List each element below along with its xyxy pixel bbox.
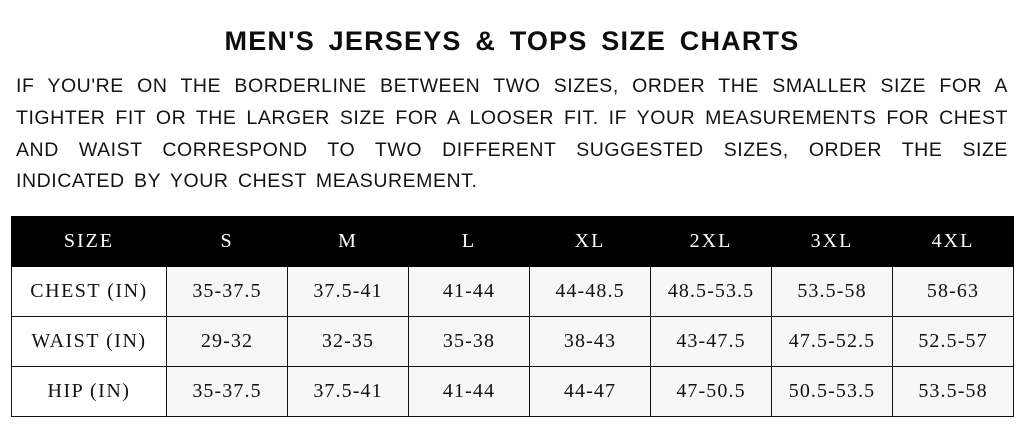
- cell-waist-s: 29-32: [167, 317, 288, 367]
- cell-waist-3xl: 47.5-52.5: [772, 317, 893, 367]
- column-header-size: SIZE: [12, 217, 167, 267]
- cell-hip-2xl: 47-50.5: [651, 367, 772, 417]
- cell-waist-2xl: 43-47.5: [651, 317, 772, 367]
- size-chart-table-wrapper: [11, 216, 1013, 417]
- row-label-hip: HIP (IN): [12, 367, 167, 417]
- cell-waist-xl: 38-43: [530, 317, 651, 367]
- page-title: MEN'S JERSEYS & TOPS SIZE CHARTS: [224, 26, 800, 56]
- intro-paragraph: IF YOU'RE ON THE BORDERLINE BETWEEN TWO SIZES, ORDER THE SMALLER SIZE FOR A TIGHTER FIT OR THE LARGER SIZE FOR A LOOSER FIT. IF YOUR MEASUREMENTS FOR CHEST AND WAIST CORRESPOND TO TWO DIFFERENT SUGGESTED SIZES, ORDER THE SIZE INDICATED BY YOUR CHEST MEASUREMENT.: [16, 75, 1008, 193]
- cell-hip-s: 35-37.5: [167, 367, 288, 417]
- cell-chest-4xl: 58-63: [893, 267, 1014, 317]
- cell-hip-l: 41-44: [409, 367, 530, 417]
- row-label-chest: CHEST (IN): [12, 267, 167, 317]
- cell-chest-m: 37.5-41: [288, 267, 409, 317]
- cell-hip-xl: 44-47: [530, 367, 651, 417]
- column-header-2xl: 2XL: [651, 217, 772, 267]
- cell-chest-xl: 44-48.5: [530, 267, 651, 317]
- row-label-waist: WAIST (IN): [12, 317, 167, 367]
- table-row: [12, 267, 1014, 317]
- cell-waist-4xl: 52.5-57: [893, 317, 1014, 367]
- table-row: [12, 367, 1014, 417]
- column-header-3xl: 3XL: [772, 217, 893, 267]
- cell-hip-m: 37.5-41: [288, 367, 409, 417]
- cell-chest-2xl: 48.5-53.5: [651, 267, 772, 317]
- column-header-m: M: [288, 217, 409, 267]
- size-chart-table: [11, 216, 1014, 417]
- column-header-s: S: [167, 217, 288, 267]
- cell-hip-4xl: 53.5-58: [893, 367, 1014, 417]
- column-header-l: L: [409, 217, 530, 267]
- column-header-4xl: 4XL: [893, 217, 1014, 267]
- cell-chest-l: 41-44: [409, 267, 530, 317]
- cell-waist-m: 32-35: [288, 317, 409, 367]
- cell-waist-l: 35-38: [409, 317, 530, 367]
- cell-chest-s: 35-37.5: [167, 267, 288, 317]
- cell-chest-3xl: 53.5-58: [772, 267, 893, 317]
- column-header-xl: XL: [530, 217, 651, 267]
- table-row: [12, 317, 1014, 367]
- cell-hip-3xl: 50.5-53.5: [772, 367, 893, 417]
- table-header-row: [12, 217, 1014, 267]
